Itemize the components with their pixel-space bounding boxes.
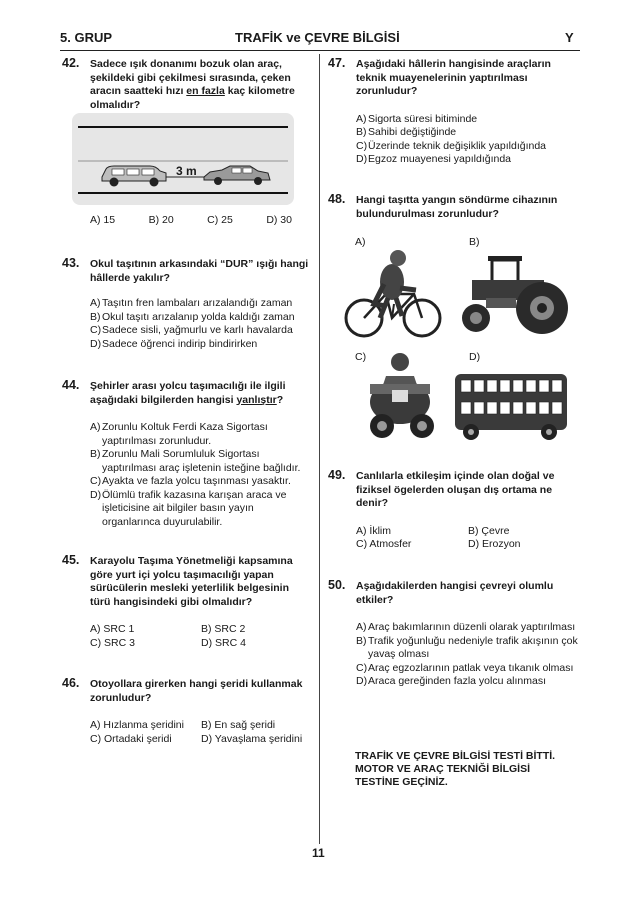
option-c[interactable]: C) Üzerinde teknik değişiklik yapıldığında (356, 139, 547, 152)
question-number: 43. (62, 256, 80, 270)
question-number: 47. (328, 56, 346, 70)
question-text: Sadece ışık donanımı bozuk olan araç, şekildeki gibi çekilmesi sırasında, çeken aracın saatteki hızı en fazla kaç kilometre olmalıdır? (90, 58, 295, 111)
question-42 (62, 58, 312, 112)
option-c[interactable]: C) Ayakta ve fazla yolcu taşınması yasaktır. (90, 475, 291, 487)
question-49 (328, 470, 580, 552)
header-rule (60, 50, 580, 51)
option-b[interactable]: B) Okul taşıtı arızalanıp yolda kaldığı zaman (90, 310, 295, 323)
option-d-label[interactable]: D) (469, 351, 481, 363)
option-b[interactable]: B) En sağ şeridi (201, 719, 276, 731)
option-b-label[interactable]: B) (469, 236, 480, 248)
question-50 (328, 580, 580, 689)
question-text: Hangi taşıtta yangın söndürme cihazının bulundurulması zorunludur? (356, 194, 558, 220)
option-b[interactable]: B) 20 (148, 214, 174, 226)
option-d[interactable]: D) SRC 4 (201, 636, 246, 649)
question-number: 45. (62, 553, 80, 567)
towing-illustration (72, 113, 294, 205)
option-a[interactable]: A) Araç bakımlarının düzenli olarak yaptırılması (356, 621, 576, 633)
option-a-label[interactable]: A) (355, 236, 366, 248)
tractor-icon[interactable] (458, 252, 570, 338)
option-a[interactable]: A) Zorunlu Koltuk Ferdi Kaza Sigortası yaptırılması zorunludur. (90, 421, 268, 447)
towed-car-icon (204, 166, 270, 185)
column-divider (319, 54, 320, 844)
question-46 (62, 678, 312, 746)
option-c[interactable]: C) Atmosfer (356, 538, 412, 550)
option-b[interactable]: B) Sahibi değiştiğinde (356, 126, 457, 138)
question-45 (62, 555, 312, 650)
option-d[interactable]: D) 30 (266, 214, 292, 226)
option-d[interactable]: D) Araca gereğinden fazla yolcu alınması (356, 675, 547, 687)
option-d[interactable]: D) Egzoz muayenesi yapıldığında (356, 153, 512, 165)
test-end-note: TRAFİK VE ÇEVRE BİLGİSİ TESTİ BİTTİ. MOTOR VE ARAÇ TEKNİĞİ BİLGİSİ TESTİNE GEÇİNİZ. (355, 750, 556, 788)
option-c[interactable]: C) Ortadaki şeridi (90, 732, 172, 745)
distance-label: 3 m (176, 164, 197, 178)
towing-figure (72, 113, 294, 205)
option-d[interactable]: D) Yavaşlama şeridini (201, 732, 303, 745)
option-d[interactable]: D) Sadece öğrenci indirip bindirirken (90, 337, 258, 350)
question-44 (62, 380, 312, 529)
question-text: Aşağıdaki hâllerin hangisinde araçların teknik muayenelerinin yaptırılması zorunludur? (356, 58, 551, 97)
question-text: Otoyollara girerken hangi şeridi kullanmak zorunludur? (90, 678, 303, 704)
booklet-letter: Y (565, 30, 574, 45)
question-text: Aşağıdakilerden hangisi çevreyi olumlu etkiler? (356, 580, 554, 606)
option-a[interactable]: A) Sigorta süresi bitiminde (356, 112, 478, 125)
question-47 (328, 58, 580, 167)
question-43 (62, 258, 312, 351)
option-b[interactable]: B) Çevre (468, 524, 510, 537)
option-b[interactable]: B) SRC 2 (201, 623, 246, 635)
question-text: Şehirler arası yolcu taşımacılığı ile ilgili aşağıdaki bilgilerden hangisi yanlıştır? (90, 380, 286, 406)
option-a[interactable]: A) İklim (356, 524, 391, 537)
option-c[interactable]: C) SRC 3 (90, 636, 135, 649)
question-text: Canlılarla etkileşim içinde olan doğal ve fiziksel ögelerden oluşan dış ortama ne denir? (356, 470, 555, 509)
question-number: 42. (62, 56, 80, 70)
option-a[interactable]: A) 15 (90, 214, 116, 226)
option-c[interactable]: C) 25 (207, 214, 233, 226)
page-title: TRAFİK ve ÇEVRE BİLGİSİ (235, 30, 400, 45)
option-a[interactable]: A) SRC 1 (90, 623, 135, 635)
option-b[interactable]: B) Trafik yoğunluğu nedeniyle trafik akışının çok yavaş olması (356, 634, 578, 660)
double-decker-bus-icon[interactable] (453, 372, 569, 442)
option-a[interactable]: A) Hızlanma şeridini (90, 719, 184, 731)
question-number: 46. (62, 676, 80, 690)
towing-car-icon (102, 166, 166, 187)
question-42-options (62, 214, 312, 228)
question-48 (328, 194, 580, 221)
question-number: 50. (328, 578, 346, 592)
option-c[interactable]: C) Araç egzozlarının patlak veya tıkanık olması (356, 661, 574, 674)
question-number: 44. (62, 378, 80, 392)
option-c[interactable]: C) Sadece sisli, yağmurlu ve karlı havalarda (90, 324, 293, 336)
question-number: 48. (328, 192, 346, 206)
question-text: Okul taşıtının arkasındaki “DUR” ışığı hangi hâllerde yakılır? (90, 258, 309, 284)
question-number: 49. (328, 468, 346, 482)
question-text: Karayolu Taşıma Yönetmeliği kapsamına göre yurt içi yolcu taşımacılığı yapan sürücülerin mesleki yeterlilik belgesinin türü hangisindeki gibi olmalıdır? (90, 555, 293, 608)
cyclist-icon[interactable] (344, 244, 444, 342)
group-label: 5. GRUP (60, 30, 113, 45)
option-d[interactable]: D) Ölümlü trafik kazasına karışan araca ve işleticisine ait bilgiler basın yayın organlarınca duyurulabilir. (90, 488, 287, 528)
page-number: 11 (312, 846, 325, 860)
option-b[interactable]: B) Zorunlu Mali Sorumluluk Sigortası yaptırılması araç işletenin isteğine bağlıdır. (90, 448, 301, 474)
motorcycle-icon[interactable] (356, 350, 444, 440)
option-d[interactable]: D) Erozyon (468, 538, 521, 550)
option-c-label[interactable]: C) (355, 351, 367, 363)
option-a[interactable]: A) Taşıtın fren lambaları arızalandığı zaman (90, 297, 293, 309)
